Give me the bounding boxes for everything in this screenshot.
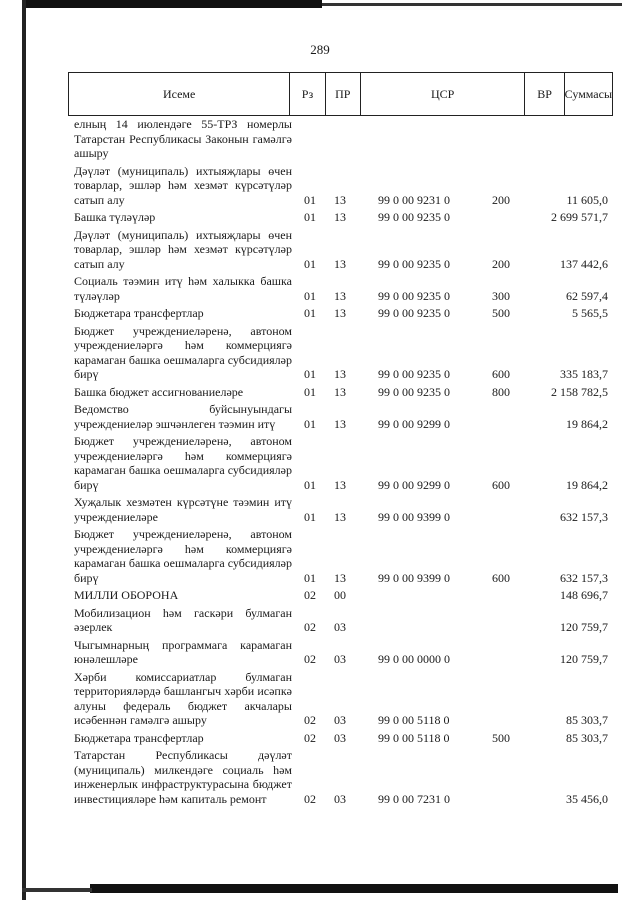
cell-rz: 01 [304,509,316,524]
cell-pr: 13 [334,288,346,303]
cell-name: Бюджетара трансфертлар [74,730,204,745]
cell-rz: 01 [304,210,316,224]
cell-rz: 02 [304,713,316,727]
cell-name: МИЛЛИ ОБОРОНА [74,588,179,602]
cell-sum: 19 864,2 [566,477,608,492]
cell-pr: 13 [334,210,346,224]
cell-pr: 03 [334,730,346,745]
cell-csr: 99 0 00 0000 0 [378,652,450,666]
cell-sum: 62 597,4 [566,288,608,303]
cell-csr: 99 0 00 9235 0 [378,256,450,271]
cell-rz: 01 [304,384,316,399]
cell-rz: 01 [304,306,316,320]
scan-border-left [22,0,26,900]
table-header [68,72,613,116]
table-row [74,731,608,746]
cell-name: Башка бюджет ассигнованиеләре [74,384,244,399]
table-row [74,324,608,382]
cell-vr: 200 [492,192,510,207]
cell-vr: 800 [492,384,510,399]
cell-name: Татарстан Республикасы дәүләт (муниципаль) милкендәге социаль һәм инженерлык инфраструктурасына бюджет инвестицияләре һәм капиталь ремонт [74,748,292,806]
table-row [74,748,608,806]
cell-pr: 13 [334,509,346,524]
cell-name: Мобилизацион һәм гаскәри булмаган әзерлек [74,605,292,634]
cell-name: Хуҗалык хезмәтен күрсәтүне тәэмин итү учреждениеләре [74,495,292,524]
cell-vr: 600 [492,570,510,585]
cell-name: Бюджетара трансфертлар [74,306,204,320]
page-number: 289 [310,42,330,57]
cell-name: Бюджет учреждениеләренә, автоном учреждениеләргә һәм коммерциягә карамаган башка оешмаларга субсидияләр бирү [74,434,292,492]
cell-rz: 01 [304,416,316,431]
cell-name: Хәрби комиссариатлар булмаган территорияләрдә башлангыч хәрби исәпкә алуны федераль бюджет акчалары исәбеннән гамәлгә ашыру [74,669,292,727]
cell-name: Дәүләт (муниципаль) ихтыяҗлары өчен товарлар, эшләр һәм хезмәт күрсәтүләр сатып алу [74,227,292,271]
cell-csr: 99 0 00 9235 0 [378,210,450,224]
cell-sum: 2 158 782,5 [551,384,608,399]
table-row [74,306,608,321]
cell-rz: 01 [304,367,316,381]
cell-name: Бюджет учреждениеләренә, автоном учреждениеләргә һәм коммерциягә карамаган башка оешмаларга субсидияләр бирү [74,323,292,381]
header-vr: ВР [525,73,564,115]
table-row [74,588,608,603]
cell-csr: 99 0 00 7231 0 [378,791,450,806]
cell-name: Бюджет учреждениеләренә, автоном учреждениеләргә һәм коммерциягә карамаган башка оешмаларга субсидияләр бирү [74,527,292,585]
table-row [74,402,608,431]
scan-border-top [22,0,322,8]
cell-csr: 99 0 00 9235 0 [378,306,450,320]
cell-pr: 00 [334,588,346,602]
cell-rz: 01 [304,256,316,271]
cell-pr: 13 [334,306,346,320]
cell-csr: 99 0 00 5118 0 [378,730,450,745]
table-row [74,274,608,303]
table-row [74,164,608,208]
header-csr: ЦСР [361,73,526,115]
table-row [74,527,608,585]
cell-pr: 13 [334,477,346,492]
table-row [74,606,608,635]
cell-name: Чыгымнарның программага карамаган юнәлешләре [74,637,292,666]
cell-name: елның 14 июлендәге 55-ТРЗ номерлы Татарстан Республикасы Законын гамәлгә ашыру [74,117,292,160]
cell-sum: 120 759,7 [560,652,608,666]
cell-vr: 300 [492,288,510,303]
header-rz: Рз [290,73,325,115]
cell-pr: 03 [334,620,346,634]
cell-name: Башка түләүләр [74,210,156,224]
cell-name: Дәүләт (муниципаль) ихтыяҗлары өчен товарлар, эшләр һәм хезмәт күрсәтүләр сатып алу [74,163,292,207]
table-row [74,210,608,225]
cell-csr: 99 0 00 9235 0 [378,384,450,399]
cell-vr: 200 [492,256,510,271]
cell-rz: 01 [304,288,316,303]
cell-sum: 335 183,7 [560,367,608,381]
cell-rz: 02 [304,652,316,666]
cell-sum: 85 303,7 [566,730,608,745]
cell-sum: 120 759,7 [560,620,608,634]
cell-sum: 19 864,2 [566,416,608,431]
cell-pr: 03 [334,791,346,806]
table-row [74,495,608,524]
cell-pr: 13 [334,256,346,271]
cell-vr: 600 [492,367,510,381]
table-row [74,228,608,272]
cell-vr: 600 [492,477,510,492]
table-row [74,385,608,400]
cell-csr: 99 0 00 9235 0 [378,367,450,381]
cell-pr: 03 [334,713,346,727]
cell-rz: 02 [304,620,316,634]
cell-vr: 500 [492,306,510,320]
table-row [74,434,608,492]
table-row [74,670,608,728]
scan-border-bottom-left [22,888,92,892]
cell-rz: 01 [304,477,316,492]
cell-sum: 35 456,0 [566,791,608,806]
table-row [74,638,608,667]
cell-csr: 99 0 00 9235 0 [378,288,450,303]
cell-pr: 13 [334,384,346,399]
cell-pr: 13 [334,570,346,585]
cell-sum: 632 157,3 [560,570,608,585]
cell-pr: 13 [334,367,346,381]
cell-csr: 99 0 00 5118 0 [378,713,450,727]
cell-sum: 5 565,5 [572,306,608,320]
cell-csr: 99 0 00 9231 0 [378,192,450,207]
cell-rz: 02 [304,730,316,745]
cell-sum: 148 696,7 [560,588,608,602]
cell-name: Ведомство буйсынуындагы учреждениеләр эшчәнлеген тәэмин итү [74,402,292,431]
cell-sum: 137 442,6 [560,256,608,271]
cell-csr: 99 0 00 9399 0 [378,570,450,585]
header-pr: ПР [326,73,361,115]
table-row [74,117,608,161]
cell-pr: 03 [334,652,346,666]
cell-vr: 500 [492,730,510,745]
cell-csr: 99 0 00 9399 0 [378,509,450,524]
cell-name: Социаль тәэмин итү һәм халыкка башка түләүләр [74,274,292,303]
cell-csr: 99 0 00 9299 0 [378,477,450,492]
table-body [74,117,608,809]
cell-rz: 01 [304,192,316,207]
cell-rz: 02 [304,791,316,806]
cell-pr: 13 [334,416,346,431]
header-name: Исеме [69,73,290,115]
cell-sum: 85 303,7 [566,713,608,727]
cell-csr: 99 0 00 9299 0 [378,416,450,431]
scan-border-bottom [90,884,618,893]
header-sum: Суммасы [564,86,613,101]
cell-sum: 2 699 571,7 [551,210,608,224]
cell-rz: 02 [304,588,316,602]
cell-rz: 01 [304,570,316,585]
cell-pr: 13 [334,192,346,207]
scan-border-top-thin [322,3,622,6]
cell-sum: 11 605,0 [566,192,608,207]
cell-sum: 632 157,3 [560,509,608,524]
